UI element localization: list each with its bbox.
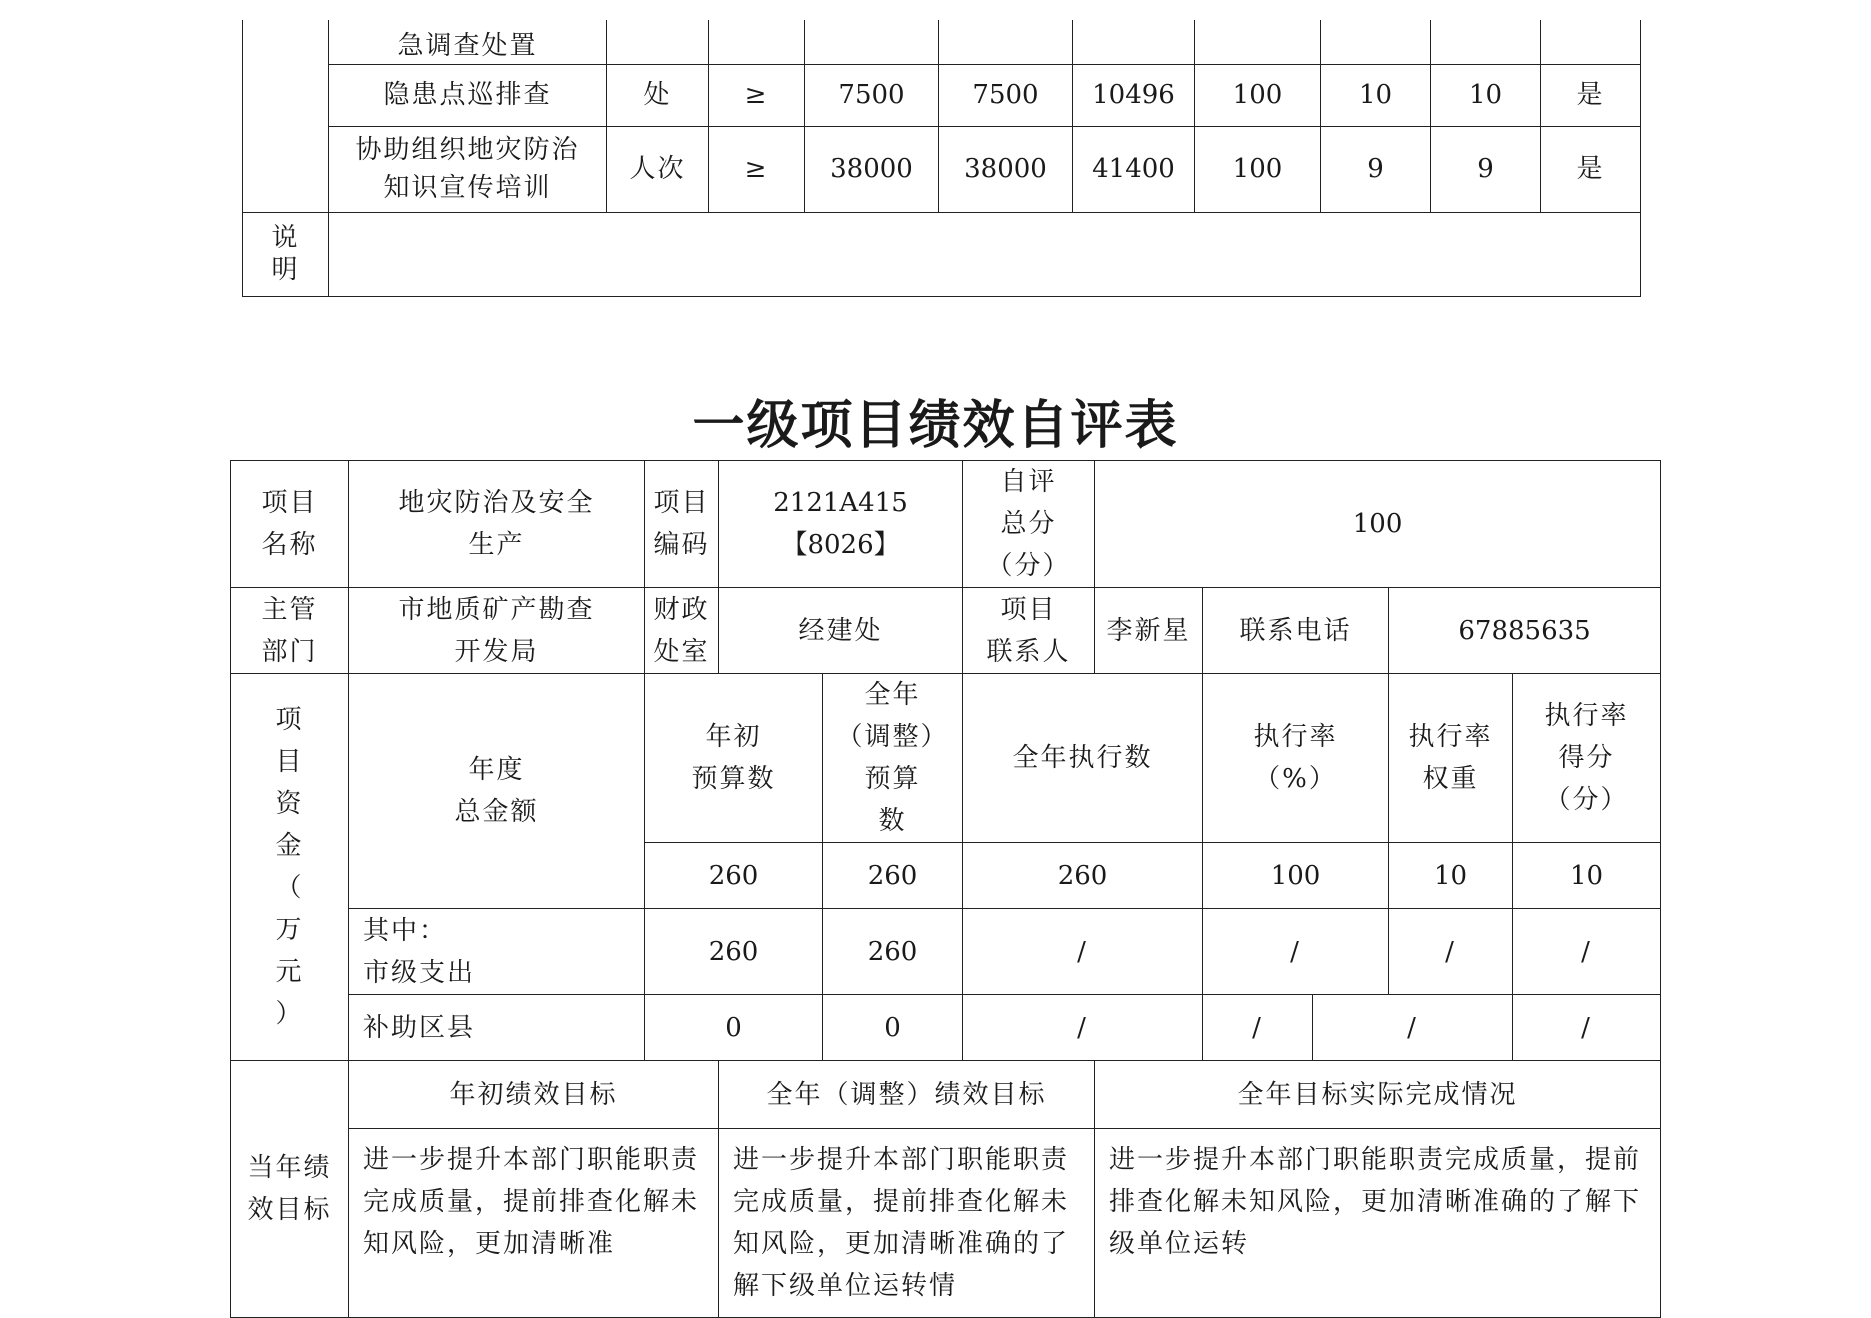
funds-total-header: 年度 总金额: [349, 674, 645, 909]
score-value: 100: [1095, 461, 1661, 588]
project-name-value: 地灾防治及安全 生产: [349, 461, 645, 588]
indicator-operator: ≥: [709, 126, 805, 212]
empty-cell: [1195, 20, 1321, 64]
indicator-value: 41400: [1073, 126, 1195, 212]
city-expense-label: 其中： 市级支出: [349, 909, 645, 995]
funds-section-label: 项 目 资 金 （ 万 元 ）: [231, 674, 349, 1061]
contact-label: 项目 联系人: [963, 588, 1095, 674]
district-subsidy-label: 补助区县: [349, 995, 645, 1061]
funds-value: 10: [1389, 843, 1513, 909]
contact-value: 李新星: [1095, 588, 1203, 674]
indicator-unit: 处: [607, 64, 709, 126]
project-name-label: 项目 名称: [231, 461, 349, 588]
note-value: [329, 212, 1641, 296]
empty-cell: [1541, 20, 1641, 64]
finance-office-value: 经建处: [719, 588, 963, 674]
indicator-operator: ≥: [709, 64, 805, 126]
indicator-name: 协助组织地灾防治 知识宣传培训: [329, 126, 607, 212]
table-row: [243, 64, 1641, 126]
funds-value: /: [1203, 909, 1389, 995]
empty-cell: [607, 20, 709, 64]
table-row: [243, 126, 1641, 212]
indicator-value: 10: [1321, 64, 1431, 126]
indicator-achieved: 是: [1541, 64, 1641, 126]
rate-header: 执行率 （%）: [1203, 674, 1389, 843]
indicator-value: 38000: [805, 126, 939, 212]
funds-value: /: [1513, 995, 1661, 1061]
indicator-achieved: 是: [1541, 126, 1641, 212]
indicator-value: 10: [1431, 64, 1541, 126]
page-title: 一级项目绩效自评表: [692, 395, 1179, 456]
funds-value: /: [963, 995, 1203, 1061]
funds-value: /: [963, 909, 1203, 995]
indicator-name: 隐患点巡排查: [329, 64, 607, 126]
rate-score-header: 执行率 得分 （分）: [1513, 674, 1661, 843]
initial-goals-text: 进一步提升本部门职能职责完成质量，提前排查化解未知风险，更加清晰准: [349, 1129, 719, 1318]
empty-cell: [939, 20, 1073, 64]
funds-value: 260: [963, 843, 1203, 909]
indicator-value: 100: [1195, 64, 1321, 126]
indicator-value: 9: [1321, 126, 1431, 212]
funds-value: /: [1203, 995, 1313, 1061]
indicator-value: 10496: [1073, 64, 1195, 126]
funds-value: 10: [1513, 843, 1661, 909]
actual-goals-text: 进一步提升本部门职能职责完成质量，提前排查化解未知风险，更加清晰准确的了解下级单位运转: [1095, 1129, 1661, 1318]
note-label: 说 明: [243, 212, 329, 296]
score-label: 自评 总分 （分）: [963, 461, 1095, 588]
adjusted-goals-header: 全年（调整）绩效目标: [719, 1061, 1095, 1129]
weight-header: 执行率 权重: [1389, 674, 1513, 843]
adjusted-goals-text: 进一步提升本部门职能职责完成质量，提前排查化解未知风险，更加清晰准确的了解下级单位运转情: [719, 1129, 1095, 1318]
funds-value: 0: [645, 995, 823, 1061]
indicator-value: 7500: [805, 64, 939, 126]
phone-value: 67885635: [1389, 588, 1661, 674]
execution-header: 全年执行数: [963, 674, 1203, 843]
funds-value: /: [1389, 909, 1513, 995]
funds-value: 260: [645, 843, 823, 909]
empty-cell: [1431, 20, 1541, 64]
dept-label: 主管 部门: [231, 588, 349, 674]
adjusted-budget-header: 全年 （调整）预算 数: [823, 674, 963, 843]
initial-goals-header: 年初绩效目标: [349, 1061, 719, 1129]
indicator-value: 100: [1195, 126, 1321, 212]
project-code-value: 2121A415 【8026】: [719, 461, 963, 588]
finance-office-label: 财政 处室: [645, 588, 719, 674]
funds-value: 0: [823, 995, 963, 1061]
empty-cell: [709, 20, 805, 64]
goals-section-label: 当年绩 效目标: [231, 1061, 349, 1318]
funds-value: /: [1313, 995, 1513, 1061]
indicator-unit: 人次: [607, 126, 709, 212]
self-evaluation-table: [230, 460, 1661, 1318]
funds-value: 260: [645, 909, 823, 995]
indicator-value: 9: [1431, 126, 1541, 212]
indicator-value: 38000: [939, 126, 1073, 212]
table-row: [231, 909, 1661, 995]
empty-cell: [805, 20, 939, 64]
funds-value: 100: [1203, 843, 1389, 909]
funds-value: 260: [823, 843, 963, 909]
phone-label: 联系电话: [1203, 588, 1389, 674]
project-code-label: 项目 编码: [645, 461, 719, 588]
table-row: [231, 995, 1661, 1061]
group-cell-blank: [243, 20, 329, 212]
empty-cell: [1073, 20, 1195, 64]
indicator-name-partial: 急调查处置: [329, 20, 607, 64]
initial-budget-header: 年初 预算数: [645, 674, 823, 843]
actual-goals-header: 全年目标实际完成情况: [1095, 1061, 1661, 1129]
funds-value: /: [1513, 909, 1661, 995]
funds-value: 260: [823, 909, 963, 995]
indicator-table-continued: [242, 20, 1641, 297]
dept-value: 市地质矿产勘查 开发局: [349, 588, 645, 674]
indicator-value: 7500: [939, 64, 1073, 126]
empty-cell: [1321, 20, 1431, 64]
